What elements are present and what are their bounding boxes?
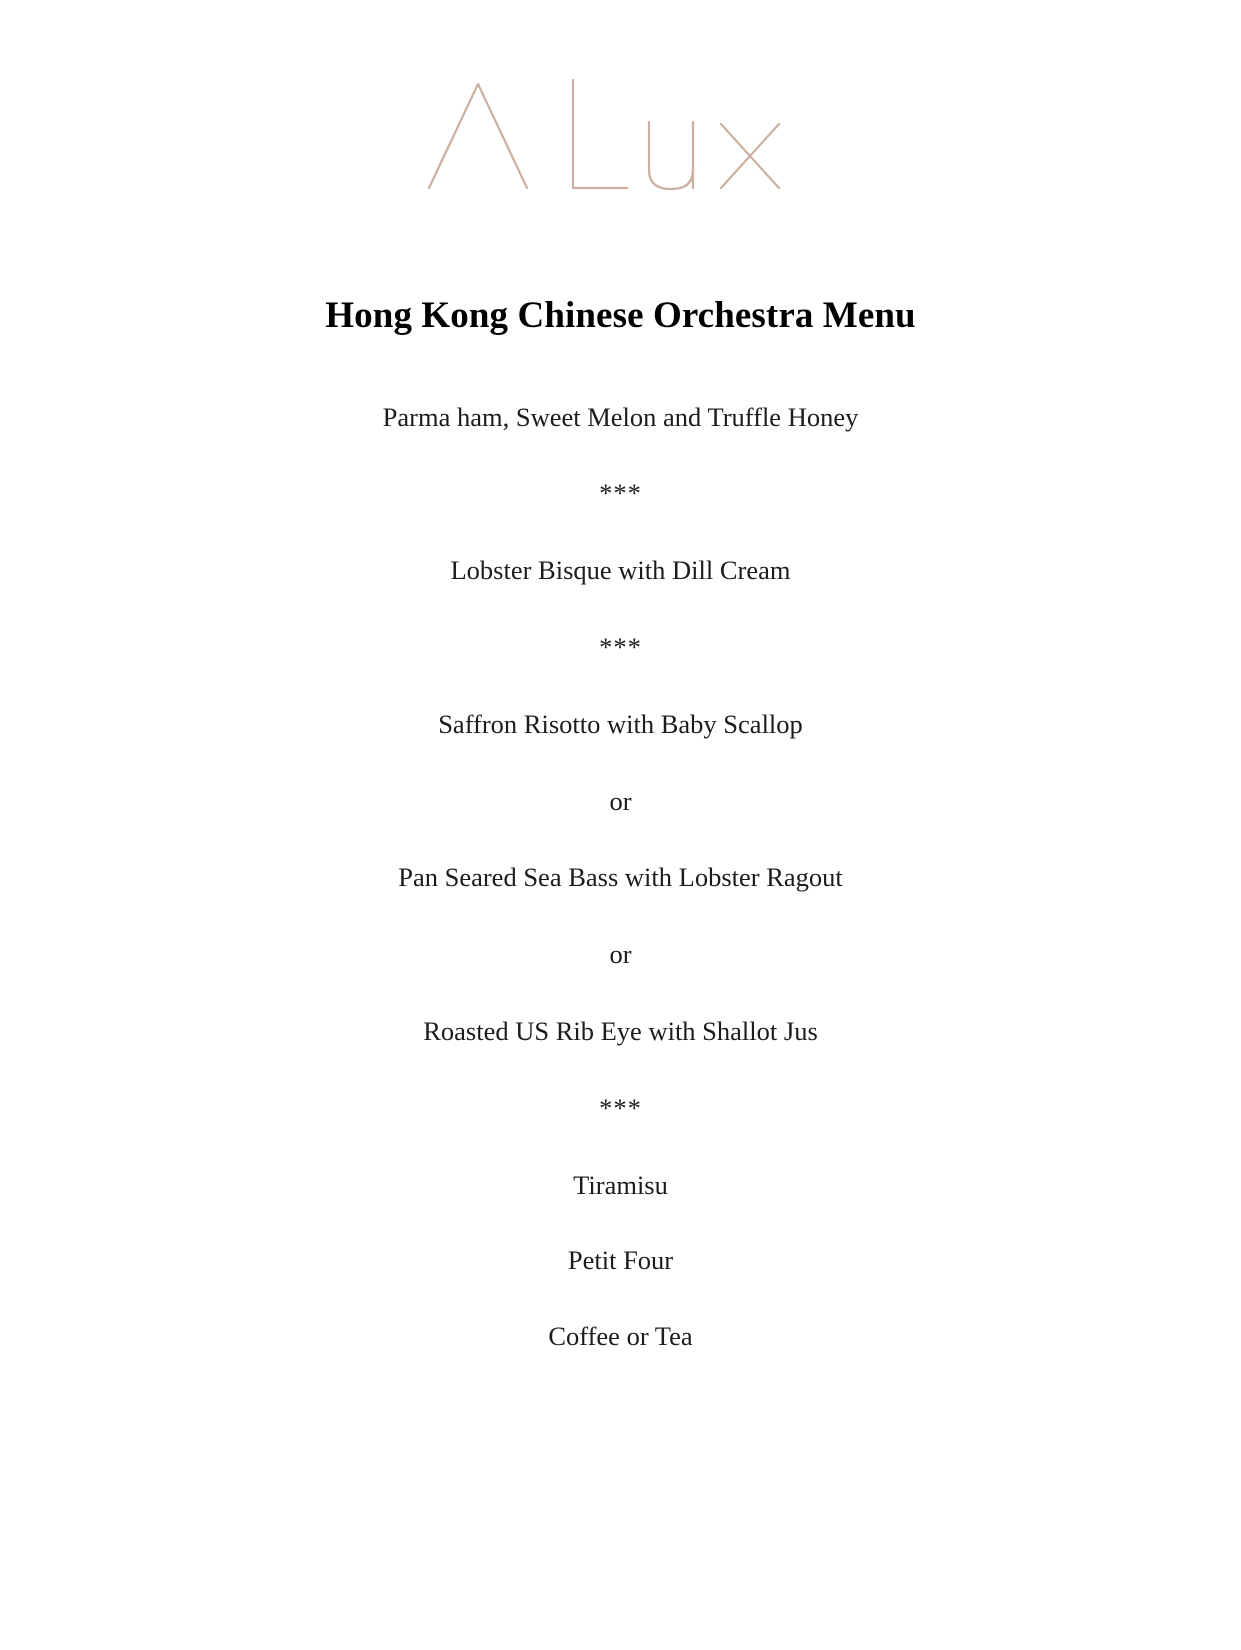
menu-item: Coffee or Tea [548, 1321, 693, 1352]
course-separator: *** [599, 478, 642, 509]
a-lux-logo-icon [421, 70, 821, 200]
choice-label: or [609, 785, 632, 816]
menu-item: Petit Four [567, 1245, 674, 1276]
menu-body [0, 295, 1241, 1353]
menu-item: Roasted US Rib Eye with Shallot Jus [423, 1015, 818, 1046]
menu-item: Tiramisu [573, 1169, 668, 1200]
menu-item: Lobster Bisque with Dill Cream [450, 555, 791, 586]
menu-item: Parma ham, Sweet Melon and Truffle Honey [382, 401, 859, 432]
course-separator: *** [599, 631, 642, 662]
logo-block [0, 70, 1241, 205]
course-separator: *** [599, 1092, 642, 1123]
menu-item: Pan Seared Sea Bass with Lobster Ragout [398, 862, 843, 893]
menu-item: Saffron Risotto with Baby Scallop [438, 708, 803, 739]
choice-label: or [609, 939, 632, 970]
page-title: Hong Kong Chinese Orchestra Menu [325, 295, 916, 336]
